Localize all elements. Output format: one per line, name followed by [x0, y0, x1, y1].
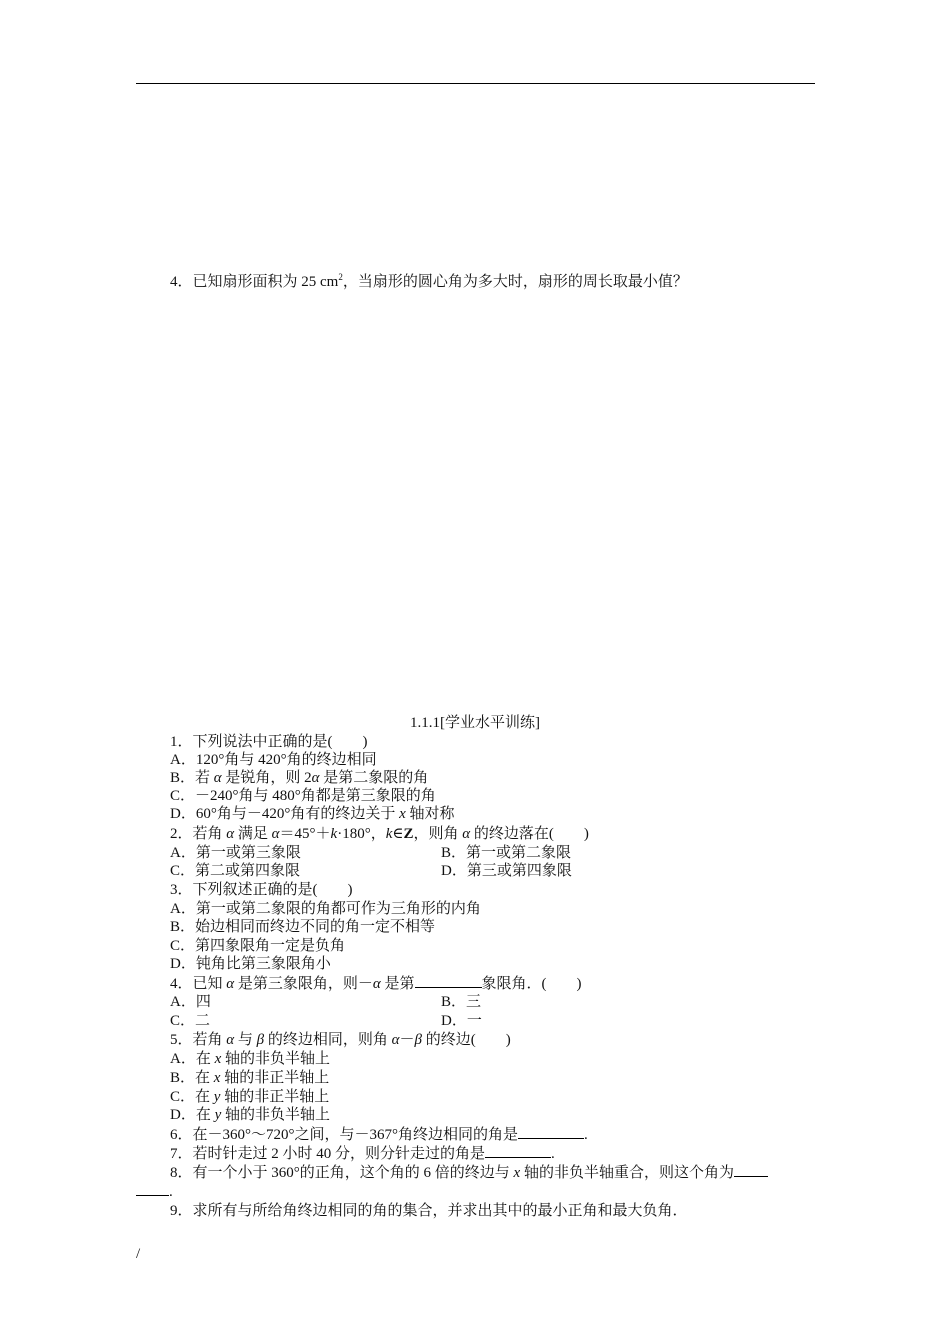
q2-option-b: B．第一或第二象限: [441, 845, 572, 861]
q2-option-a: A．第一或第三象限: [170, 845, 301, 861]
answer-blank: [136, 1182, 169, 1196]
q1-option-c: C．－240°角与 480°角都是第三象限的角: [170, 788, 436, 804]
q2-stem: 2．若角 α 满足 α＝45°＋k·180°，k∈Z，则角 α 的终边落在( ): [170, 826, 589, 842]
q5-option-a: A．在 x 轴的非负半轴上: [170, 1051, 331, 1067]
page-footer-mark: /: [136, 1246, 141, 1262]
q5-option-c: C．在 y 轴的非正半轴上: [170, 1089, 330, 1105]
q9: 9．求所有与所给角终边相同的角的集合，并求出其中的最小正角和最大负角．: [170, 1203, 688, 1219]
q4-stem: 4．已知 α 是第三象限角，则－α 是第 象限角．( ): [170, 976, 582, 992]
answer-blank: [485, 1144, 551, 1158]
q6: 6．在－360°～720°之间，与－367°角终边相同的角是 .: [170, 1127, 588, 1143]
answer-blank: [734, 1163, 768, 1177]
q8-continuation: .: [136, 1182, 173, 1201]
q3-option-c: C．第四象限角一定是负角: [170, 938, 346, 954]
q3-stem: 3．下列叙述正确的是( ): [170, 882, 353, 898]
q5-option-b: B．在 x 轴的非正半轴上: [170, 1070, 330, 1086]
problem-4: 4．已知扇形面积为 25 $cm^2$，当扇形的圆心角为多大时，扇形的周长取最小值？: [170, 272, 688, 290]
q4-option-d: D．一: [441, 1013, 482, 1029]
answer-blank: [518, 1125, 584, 1139]
answer-blank: [415, 974, 482, 988]
q3-option-a: A．第一或第二象限的角都可作为三角形的内角: [170, 901, 481, 917]
q8: 8．有一个小于 360°的正角，这个角的 6 倍的终边与 x 轴的非负半轴重合，则这个角为: [170, 1163, 768, 1182]
q4-option-a: A．四: [170, 994, 211, 1010]
q5-stem: 5．若角 α 与 β 的终边相同，则角 α－β 的终边( ): [170, 1032, 511, 1048]
q3-option-b: B．始边相同而终边不同的角一定不相等: [170, 919, 436, 935]
q1-option-b: B．若 α 是锐角，则 2α 是第二象限的角: [170, 770, 429, 786]
header-rule: [136, 83, 815, 84]
q1-option-a: A．120°角与 420°角的终边相同: [170, 752, 377, 768]
q5-option-d: D．在 y 轴的非负半轴上: [170, 1107, 331, 1123]
section-title: 1.1.1[学业水平训练]: [410, 715, 540, 731]
q2-option-c: C．第二或第四象限: [170, 863, 301, 879]
q1-option-d: D．60°角与－420°角有的终边关于 x 轴对称: [170, 806, 455, 822]
q3-option-d: D．钝角比第三象限角小: [170, 956, 331, 972]
q7: 7．若时针走过 2 小时 40 分，则分针走过的角是 .: [170, 1146, 555, 1162]
q2-option-d: D．第三或第四象限: [441, 863, 572, 879]
q4-option-c: C．二: [170, 1013, 211, 1029]
q4-option-b: B．三: [441, 994, 482, 1010]
q1-stem: 1．下列说法中正确的是( ): [170, 734, 368, 750]
